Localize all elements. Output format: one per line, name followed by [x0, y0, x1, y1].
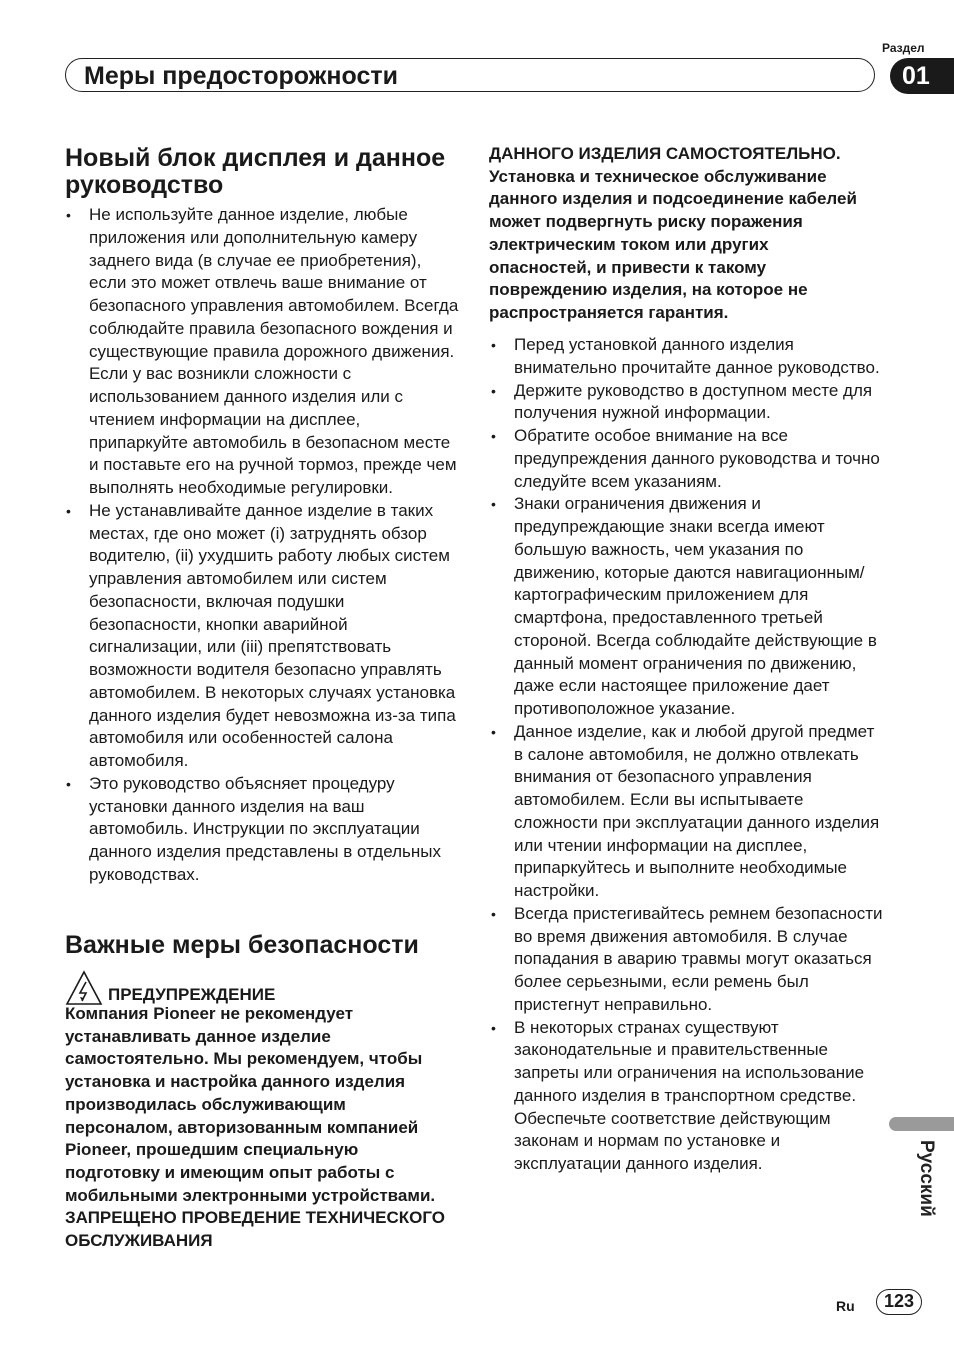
list-item: • Не устанавливайте данное изделие в таких местах, где оно может (i) затруднять обзор водителю, (ii) ухудшить работу любых систем управления автомобилем или систем безопасности, включая подушки безопасности, кнопки аварийной сигнализации, или (iii) препятствовать возможности водителя безопасно управлять автомобилем. В некоторых случаях установка данного изделия будет невозможна из-за типа автомобиля или особенностей салона автомобиля. [65, 500, 460, 773]
list-item: • Данное изделие, как и любой другой предмет в салоне автомобиля, не должно отвлекать внимания от безопасного управления автомобилем. Если вы испытываете сложности при эксплуатации данного изделия или чтении информации на дисплее, припаркуйтесь и выполните необходимые настройки. [490, 721, 884, 903]
footer-lang-code: Ru [836, 1298, 855, 1314]
list-item: • В некоторых странах существуют законодательные и правительственные запреты или ограничения на использование данного изделия в транспортном средстве. Обеспечьте соответствие действующим законам и нормам по установке и эксплуатации данного изделия. [490, 1017, 884, 1176]
page-number: 123 [876, 1289, 922, 1315]
list-item: • Знаки ограничения движения и предупреждающие знаки всегда имеют большую важность, чем указания по движению, которые даются навигационным/картографическим приложением для смартфона, предоставленного третьей стороной. Всегда соблюдайте действующие в данный момент ограничения по движению, даже если настоящее приложение дает противоположное указание. [490, 493, 884, 721]
display-list [65, 204, 460, 887]
list-item: • Всегда пристегивайтесь ремнем безопасности во время движения автомобиля. В случае попадания в аварию травмы могут оказаться более серьезными, если ремень был пристегнут неправильно. [490, 903, 884, 1017]
display-heading: Новый блок дисплея и данное руководство [65, 144, 446, 199]
section-number-badge: 01 [890, 58, 954, 94]
safety-heading: Важные меры безопасности [65, 931, 419, 959]
safety-list [490, 334, 884, 1176]
list-item: • Обратите особое внимание на все предупреждения данного руководства и точно следуйте всем указаниям. [490, 425, 884, 493]
language-tab-marker [889, 1117, 954, 1131]
language-label: Русский [916, 1140, 937, 1217]
warning-header [65, 970, 275, 1006]
warning-triangle-icon [65, 970, 103, 1006]
list-item: • Не используйте данное изделие, любые приложения или дополнительную камеру заднего вида (в случае ее приобретения), если это может отвлечь ваше внимание от безопасного управления автомобилем. Всегда соблюдайте правила безопасного вождения и существующие правила дорожного движения. Если у вас возникли сложности с использованием данного изделия или с чтением информации на дисплее, припаркуйте автомобиль в безопасном месте и поставьте его на ручной тормоз, прежде чем выполнять необходимые регулировки. [65, 204, 460, 500]
section-label: Раздел [882, 41, 925, 55]
list-item: • Это руководство объясняет процедуру установки данного изделия на ваш автомобиль. Инструкции по эксплуатации данного изделия представлены в отдельных руководствах. [65, 773, 460, 887]
list-item: • Перед установкой данного изделия внимательно прочитайте данное руководство. [490, 334, 884, 380]
warning-text: Компания Pioneer не рекомендует устанавливать данное изделие самостоятельно. Мы рекомендуем, чтобы установка и настройка данного изделия производилась обслуживающим персоналом, авторизованным компанией Pioneer, прошедшим специальную подготовку и имеющим опыт работы с мобильными электронными устройствами. ЗАПРЕЩЕНО ПРОВЕДЕНИЕ ТЕХНИЧЕСКОГО ОБСЛУЖИВАНИЯ [65, 1004, 446, 1251]
warning-text-continued: ДАННОГО ИЗДЕЛИЯ САМОСТОЯТЕЛЬНО. Установка и техническое обслуживание данного изделия и подсоединение кабелей может подвергнуть риску поражения электрическим током или других опасностей, и привести к такому повреждению изделия, на которое не распространяется гарантия. [489, 144, 857, 322]
list-item: • Держите руководство в доступном месте для получения нужной информации. [490, 380, 884, 426]
page-title: Меры предосторожности [84, 62, 398, 90]
warning-title: ПРЕДУПРЕЖДЕНИЕ [108, 985, 276, 1004]
